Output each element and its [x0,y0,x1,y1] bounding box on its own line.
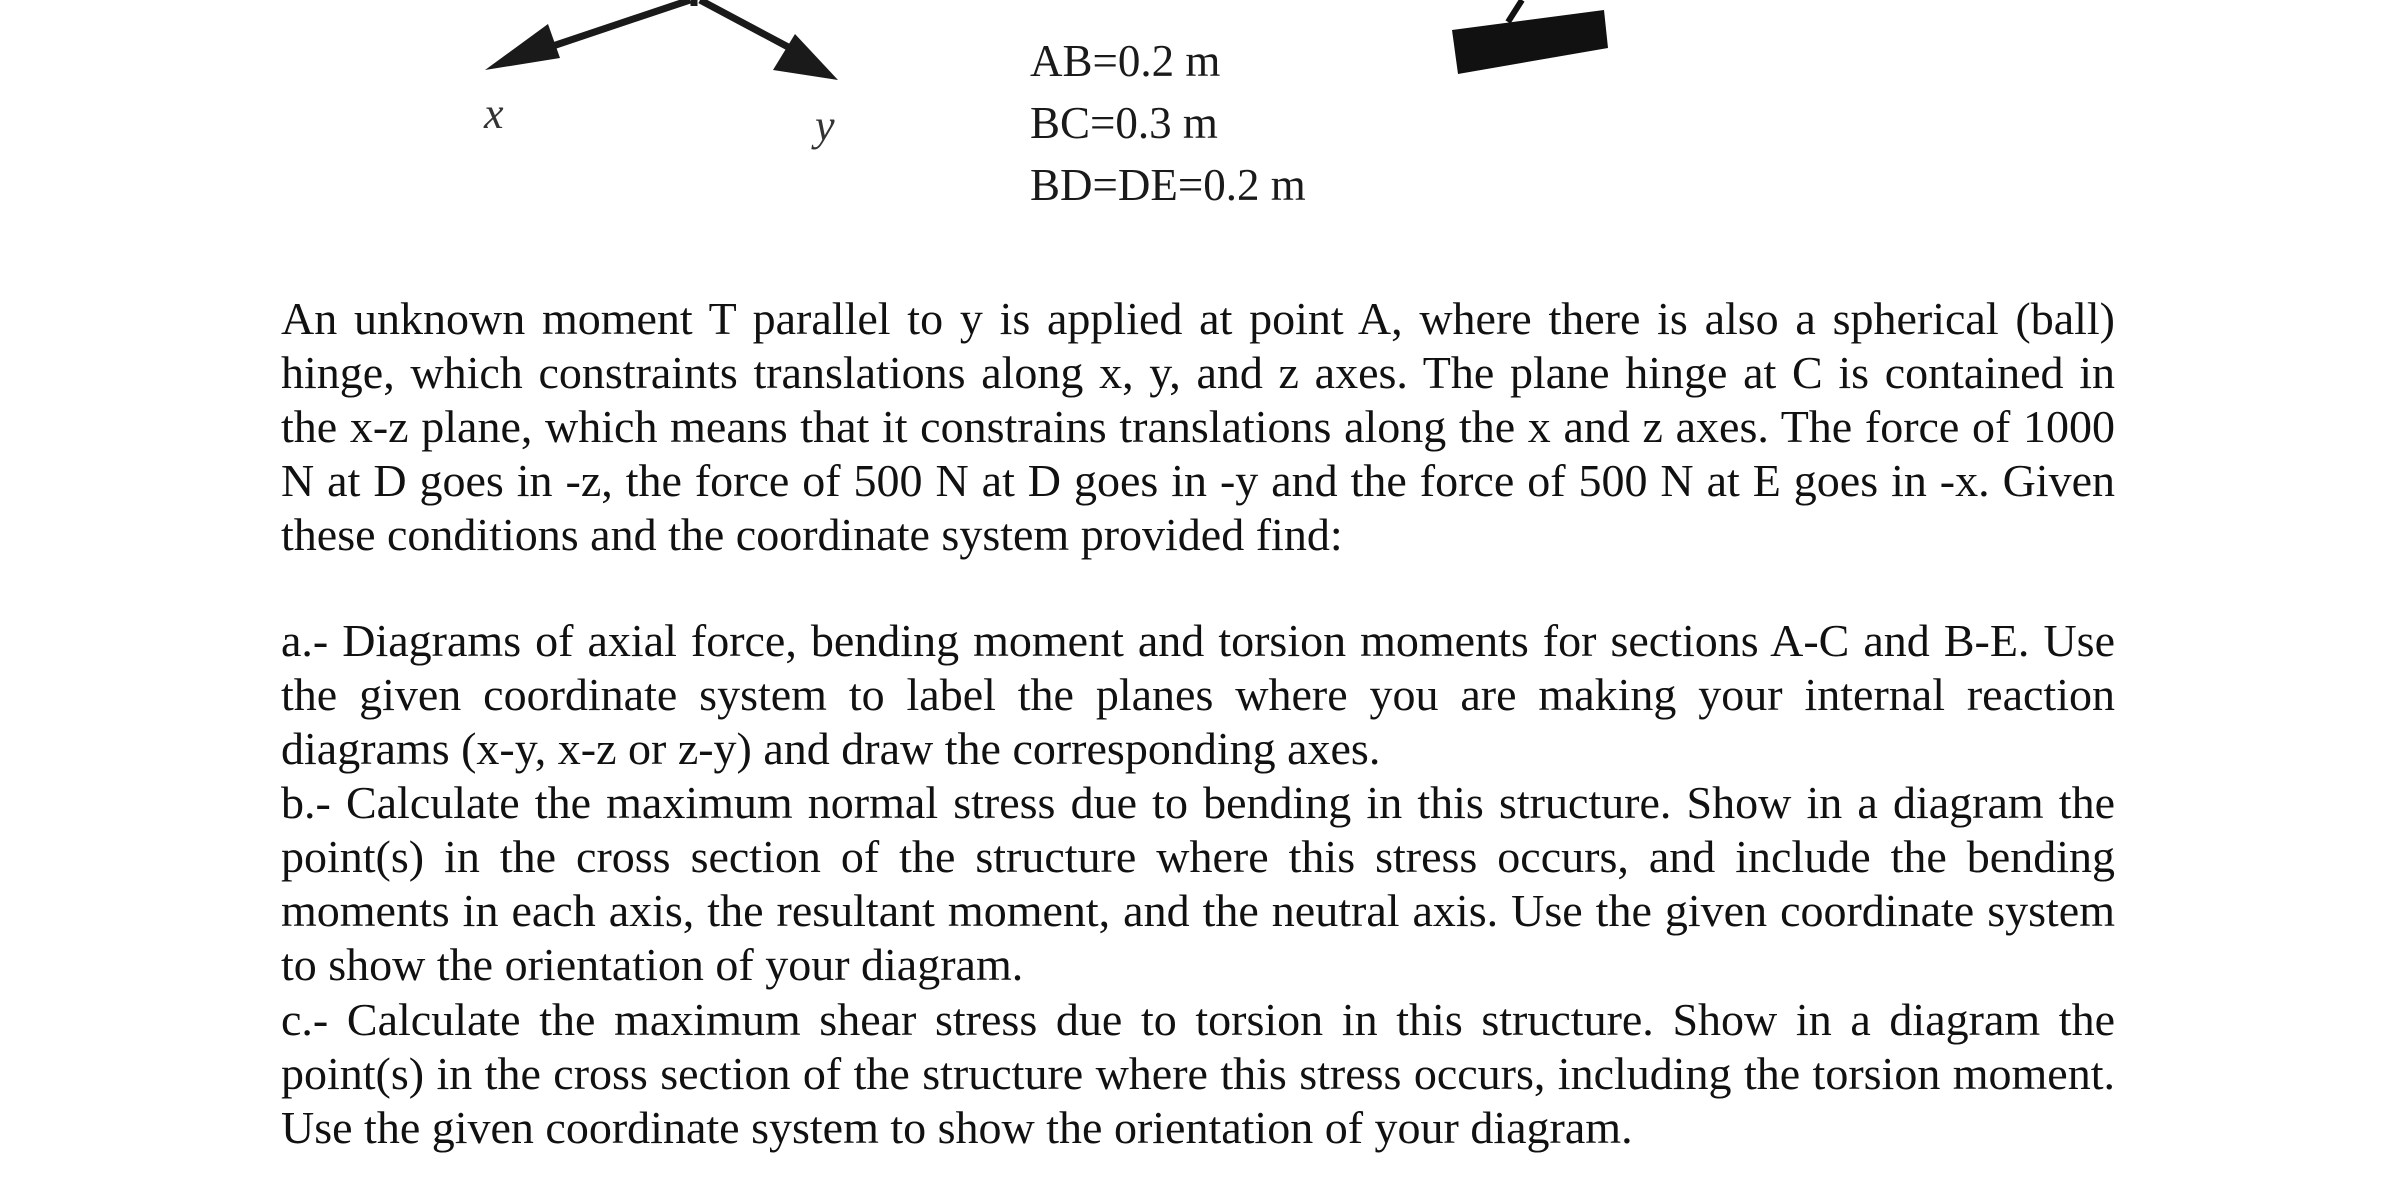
part-c-line: point(s) in the cross section of the structure where this stress occurs, including the torsion moment. [281,1048,2115,1099]
question-part-b [281,776,2115,992]
part-b-line: b.- Calculate the maximum normal stress due to bending in this structure. Show in a diagram the [281,777,2115,828]
statement-line: N at D goes in -z, the force of 500 N at D goes in -y and the force of 500 N at E goes in -x. Given [281,455,2115,506]
part-c-line: c.- Calculate the maximum shear stress due to torsion in this structure. Show in a diagram the [281,994,2115,1045]
part-a-line: the given coordinate system to label the planes where you are making your internal reaction [281,669,2115,720]
x-axis-label: x [484,89,504,138]
y-axis-label: y [815,101,835,150]
question-part-c [281,993,2115,1155]
y-axis-line [700,0,790,48]
dimension-bd-de: BD=DE=0.2 m [1030,160,1306,210]
part-a-line: a.- Diagrams of axial force, bending moment and torsion moments for sections A-C and B-E. Use [281,615,2115,666]
dimension-bc: BC=0.3 m [1030,98,1218,148]
statement-line: hinge, which constraints translations along x, y, and z axes. The plane hinge at C is contained in [281,347,2115,398]
dimension-ab: AB=0.2 m [1030,36,1221,86]
part-c-line: Use the given coordinate system to show the orientation of your diagram. [281,1102,1633,1153]
part-a-line: diagrams (x-y, x-z or z-y) and draw the corresponding axes. [281,723,1381,774]
dimension-list [1030,30,1306,216]
support-link [1508,0,1522,22]
statement-line: the x-z plane, which means that it constrains translations along the x and z axes. The force of 1000 [281,401,2115,452]
statement-line: these conditions and the coordinate system provided find: [281,509,1343,560]
support-block [1452,10,1608,74]
statement-line: An unknown moment T parallel to y is applied at point A, where there is also a spherical (ball) [281,293,2115,344]
x-axis-arrowhead [485,24,560,70]
question-part-a [281,614,2115,776]
part-b-line: to show the orientation of your diagram. [281,939,1024,990]
part-b-line: point(s) in the cross section of the structure where this stress occurs, and include the bending [281,831,2115,882]
part-b-line: moments in each axis, the resultant moment, and the neutral axis. Use the given coordinate system [281,885,2115,936]
x-axis-line [535,0,690,52]
problem-statement [281,292,2115,562]
